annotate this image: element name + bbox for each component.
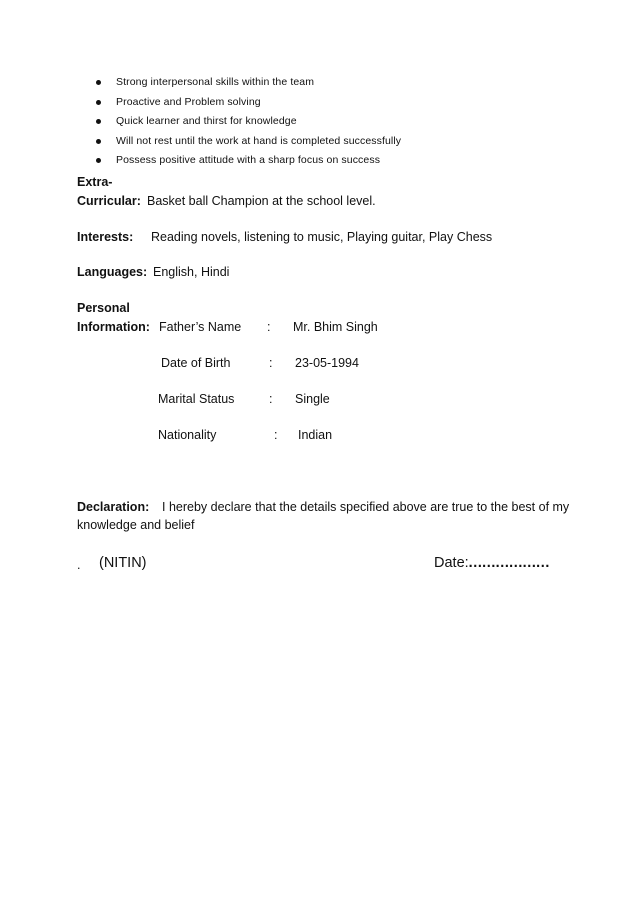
personal-field-nationality: Nationality [158,428,217,442]
bullet-icon [96,139,101,144]
extra-label-line2: Curricular: [77,194,141,208]
personal-value-nationality: Indian [298,428,333,442]
skill-item: Strong interpersonal skills within the team [116,76,315,88]
personal-field-fathers-name: Father’s Name [159,320,242,334]
skill-item: Possess positive attitude with a sharp focus on success [116,154,381,166]
extra-value: Basket ball Champion at the school level. [147,194,376,208]
personal-value-dob: 23-05-1994 [295,356,359,370]
personal-value-fathers-name: Mr. Bhim Singh [293,320,378,334]
declaration-label: Declaration: [77,500,150,514]
declaration-text-line1: I hereby declare that the details specified above are true to the best of my [162,500,570,514]
skill-item: Quick learner and thirst for knowledge [116,115,297,127]
personal-label-line1: Personal [77,301,130,315]
languages-label: Languages: [77,265,148,279]
skill-item: Will not rest until the work at hand is completed successfully [116,135,402,147]
personal-value-marital-status: Single [295,392,330,406]
extra-label-line1: Extra- [77,175,113,189]
declaration-text-line2: knowledge and belief [77,518,195,532]
personal-field-marital-status: Marital Status [158,392,235,406]
skill-item: Proactive and Problem solving [116,96,261,108]
signature-dot: . [77,558,81,572]
interests-value: Reading novels, listening to music, Playing guitar, Play Chess [151,230,493,244]
personal-separator: : [269,356,273,370]
bullet-icon [96,158,101,163]
bullet-icon [96,100,101,105]
bullet-icon [96,119,101,124]
interests-label: Interests: [77,230,134,244]
personal-field-dob: Date of Birth [161,356,231,370]
date-placeholder: ……………… [468,555,549,571]
bullet-icon [96,80,101,85]
personal-label-line2: Information: [77,320,150,334]
personal-separator: : [274,428,278,442]
languages-value: English, Hindi [153,265,230,279]
date-label: Date: [434,555,469,571]
personal-separator: : [269,392,273,406]
signature-name: (NITIN) [99,555,147,571]
personal-separator: : [267,320,271,334]
